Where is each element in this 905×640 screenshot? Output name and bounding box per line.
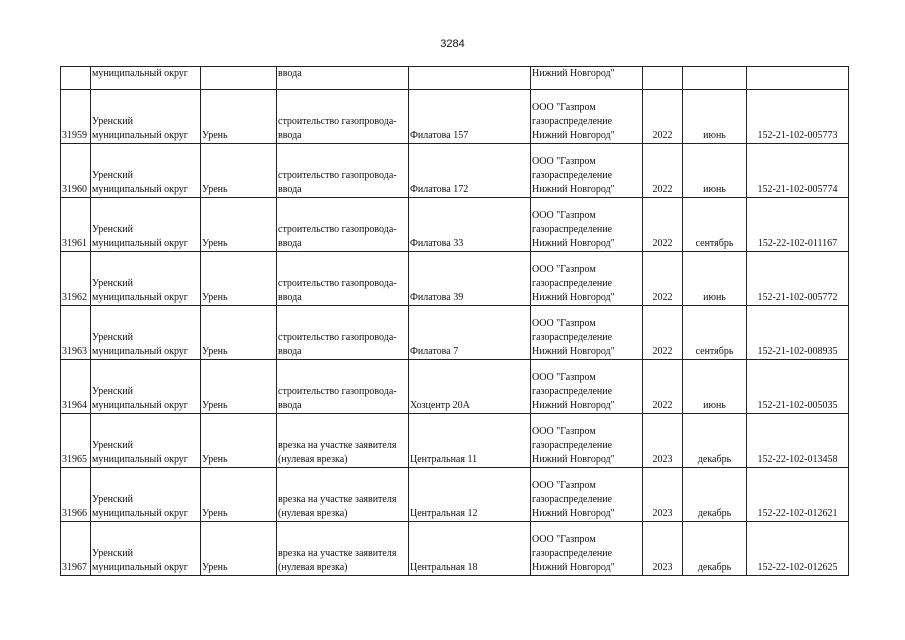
work-type-line-2: ввода xyxy=(278,292,302,303)
row-number: 31966 xyxy=(61,468,91,522)
cell-month: июнь xyxy=(683,360,747,414)
work-type-line-1: строительство газопровода- xyxy=(278,116,397,127)
organization-line-2: газораспределение xyxy=(532,116,613,127)
municipality-name: Уренский xyxy=(92,224,133,235)
cell-address xyxy=(409,67,531,90)
cell-locality: Урень xyxy=(201,522,277,576)
cell-address: Филатова 157 xyxy=(409,90,531,144)
cell-year: 2022 xyxy=(643,360,683,414)
municipality-name: Уренский xyxy=(92,386,133,397)
table-row xyxy=(61,414,849,468)
table-row xyxy=(61,252,849,306)
organization-line-1: ООО "Газпром xyxy=(532,156,596,167)
cell-locality: Урень xyxy=(201,414,277,468)
cell-locality: Урень xyxy=(201,90,277,144)
cell-work-type xyxy=(277,67,409,90)
organization-line-2: газораспределение xyxy=(532,332,613,343)
organization-line-2: газораспределение xyxy=(532,170,613,181)
cell-work-type xyxy=(277,414,409,468)
cell-month: декабрь xyxy=(683,468,747,522)
work-type-line-2: ввода xyxy=(278,238,302,249)
cell-month: июнь xyxy=(683,90,747,144)
cell-work-type xyxy=(277,306,409,360)
organization-line-3: Нижний Новгород" xyxy=(532,562,615,573)
cell-code: 152-21-102-008935 xyxy=(747,306,849,360)
municipality-type: муниципальный округ xyxy=(92,508,188,519)
cell-municipality xyxy=(91,198,201,252)
work-type-line-1: строительство газопровода- xyxy=(278,332,397,343)
cell-month: сентябрь xyxy=(683,198,747,252)
organization-line-1: ООО "Газпром xyxy=(532,480,596,491)
cell-organization xyxy=(531,252,643,306)
cell-month: сентябрь xyxy=(683,306,747,360)
cell-address: Филатова 7 xyxy=(409,306,531,360)
cell-code: 152-22-102-013458 xyxy=(747,414,849,468)
work-type-line-2: ввода xyxy=(278,184,302,195)
municipality-type: муниципальный округ xyxy=(92,346,188,357)
organization-line-2: газораспределение xyxy=(532,548,613,559)
cell-year: 2023 xyxy=(643,414,683,468)
cell-address: Центральная 12 xyxy=(409,468,531,522)
organization-line-1: ООО "Газпром xyxy=(532,372,596,383)
cell-code: 152-21-102-005774 xyxy=(747,144,849,198)
municipality-name: Уренский xyxy=(92,548,133,559)
continuation-row xyxy=(61,67,849,90)
cell-locality: Урень xyxy=(201,198,277,252)
row-number: 31961 xyxy=(61,198,91,252)
work-type-line-1: строительство газопровода- xyxy=(278,170,397,181)
work-type-line-2: ввода xyxy=(278,346,302,357)
cell-locality: Урень xyxy=(201,252,277,306)
organization-line-3: Нижний Новгород" xyxy=(532,184,615,195)
cell-municipality xyxy=(91,414,201,468)
table-row xyxy=(61,198,849,252)
cell-locality xyxy=(201,67,277,90)
table-row xyxy=(61,522,849,576)
cell-code: 152-21-102-005035 xyxy=(747,360,849,414)
cell-municipality xyxy=(91,306,201,360)
cell-work-type xyxy=(277,144,409,198)
organization-line-2: газораспределение xyxy=(532,224,613,235)
municipality-type: муниципальный округ xyxy=(92,184,188,195)
cell-code: 152-22-102-012625 xyxy=(747,522,849,576)
cell-locality: Урень xyxy=(201,360,277,414)
cell-organization xyxy=(531,522,643,576)
work-type-line-2: (нулевая врезка) xyxy=(278,508,348,519)
municipality-name: Уренский xyxy=(92,170,133,181)
organization-line-2: газораспределение xyxy=(532,386,613,397)
cell-locality: Урень xyxy=(201,306,277,360)
cell-organization xyxy=(531,67,643,90)
organization-line-1: ООО "Газпром xyxy=(532,102,596,113)
work-type-line-1: строительство газопровода- xyxy=(278,386,397,397)
cell-year: 2022 xyxy=(643,198,683,252)
cell-organization xyxy=(531,468,643,522)
cell-year: 2022 xyxy=(643,144,683,198)
organization-line-3: Нижний Новгород" xyxy=(532,292,615,303)
page-number: 3284 xyxy=(440,38,465,50)
row-number: 31964 xyxy=(61,360,91,414)
organization-line-2: газораспределение xyxy=(532,278,613,289)
municipality-type: муниципальный округ xyxy=(92,454,188,465)
cell-code xyxy=(747,67,849,90)
cell-organization xyxy=(531,414,643,468)
organization-line-3: Нижний Новгород" xyxy=(532,346,615,357)
work-type-line-2: (нулевая врезка) xyxy=(278,562,348,573)
registry-table xyxy=(60,66,849,576)
organization-line-2: газораспределение xyxy=(532,440,613,451)
cell-organization xyxy=(531,144,643,198)
organization-line-2: газораспределение xyxy=(532,494,613,505)
cell-code: 152-22-102-012621 xyxy=(747,468,849,522)
cell-organization xyxy=(531,306,643,360)
work-type-line-2: ввода xyxy=(278,130,302,141)
organization-line-1: ООО "Газпром xyxy=(532,318,596,329)
work-type-line-1: врезка на участке заявителя xyxy=(278,494,397,505)
row-number: 31962 xyxy=(61,252,91,306)
row-number: 31960 xyxy=(61,144,91,198)
row-number: 31965 xyxy=(61,414,91,468)
table-row xyxy=(61,468,849,522)
cell-municipality xyxy=(91,360,201,414)
cell-work-type xyxy=(277,90,409,144)
cell-address: Филатова 33 xyxy=(409,198,531,252)
organization-line-1: ООО "Газпром xyxy=(532,426,596,437)
cell-month xyxy=(683,67,747,90)
municipality-name: Уренский xyxy=(92,440,133,451)
cell-organization xyxy=(531,360,643,414)
work-type-line-2: ввода xyxy=(278,400,302,411)
cell-address: Хозцентр 20А xyxy=(409,360,531,414)
table-row xyxy=(61,90,849,144)
cell-work-type xyxy=(277,252,409,306)
organization-line-3: Нижний Новгород" xyxy=(532,238,615,249)
cell-code: 152-21-102-005773 xyxy=(747,90,849,144)
row-number: 31967 xyxy=(61,522,91,576)
cell-municipality xyxy=(91,468,201,522)
cell-organization xyxy=(531,198,643,252)
municipality-name: Уренский xyxy=(92,278,133,289)
cell-year: 2022 xyxy=(643,252,683,306)
municipality-name: Уренский xyxy=(92,494,133,505)
cell-municipality xyxy=(91,522,201,576)
cell-address: Центральная 18 xyxy=(409,522,531,576)
municipality-type: муниципальный округ xyxy=(92,562,188,573)
cell-month: декабрь xyxy=(683,414,747,468)
cell-month: декабрь xyxy=(683,522,747,576)
municipality-type: муниципальный округ xyxy=(92,130,188,141)
work-type-line-1: строительство газопровода- xyxy=(278,224,397,235)
cell-municipality xyxy=(91,67,201,90)
cell-locality: Урень xyxy=(201,144,277,198)
work-type-line-1: врезка на участке заявителя xyxy=(278,548,397,559)
municipality-text: муниципальный округ xyxy=(92,68,188,79)
work-type-line-1: врезка на участке заявителя xyxy=(278,440,397,451)
cell-year: 2023 xyxy=(643,468,683,522)
municipality-type: муниципальный округ xyxy=(92,292,188,303)
cell-number xyxy=(61,67,91,90)
row-number: 31963 xyxy=(61,306,91,360)
cell-year: 2022 xyxy=(643,306,683,360)
cell-month: июнь xyxy=(683,252,747,306)
cell-address: Центральная 11 xyxy=(409,414,531,468)
cell-address: Филатова 172 xyxy=(409,144,531,198)
municipality-type: муниципальный округ xyxy=(92,238,188,249)
table-row xyxy=(61,306,849,360)
cell-municipality xyxy=(91,144,201,198)
cell-municipality xyxy=(91,90,201,144)
organization-line-1: ООО "Газпром xyxy=(532,210,596,221)
cell-work-type xyxy=(277,360,409,414)
table-row xyxy=(61,144,849,198)
cell-year: 2022 xyxy=(643,90,683,144)
organization-text: Нижний Новгород" xyxy=(532,68,615,79)
municipality-name: Уренский xyxy=(92,116,133,127)
municipality-type: муниципальный округ xyxy=(92,400,188,411)
cell-month: июнь xyxy=(683,144,747,198)
cell-code: 152-21-102-005772 xyxy=(747,252,849,306)
table-body xyxy=(61,67,849,576)
cell-organization xyxy=(531,90,643,144)
organization-line-1: ООО "Газпром xyxy=(532,534,596,545)
cell-municipality xyxy=(91,252,201,306)
work-type-line-2: (нулевая врезка) xyxy=(278,454,348,465)
work-type-text: ввода xyxy=(278,68,302,79)
organization-line-3: Нижний Новгород" xyxy=(532,400,615,411)
cell-year: 2023 xyxy=(643,522,683,576)
organization-line-3: Нижний Новгород" xyxy=(532,130,615,141)
organization-line-1: ООО "Газпром xyxy=(532,264,596,275)
cell-code: 152-22-102-011167 xyxy=(747,198,849,252)
cell-work-type xyxy=(277,468,409,522)
organization-line-3: Нижний Новгород" xyxy=(532,454,615,465)
cell-work-type xyxy=(277,522,409,576)
row-number: 31959 xyxy=(61,90,91,144)
cell-address: Филатова 39 xyxy=(409,252,531,306)
organization-line-3: Нижний Новгород" xyxy=(532,508,615,519)
municipality-name: Уренский xyxy=(92,332,133,343)
table-row xyxy=(61,360,849,414)
cell-work-type xyxy=(277,198,409,252)
cell-year xyxy=(643,67,683,90)
cell-locality: Урень xyxy=(201,468,277,522)
work-type-line-1: строительство газопровода- xyxy=(278,278,397,289)
